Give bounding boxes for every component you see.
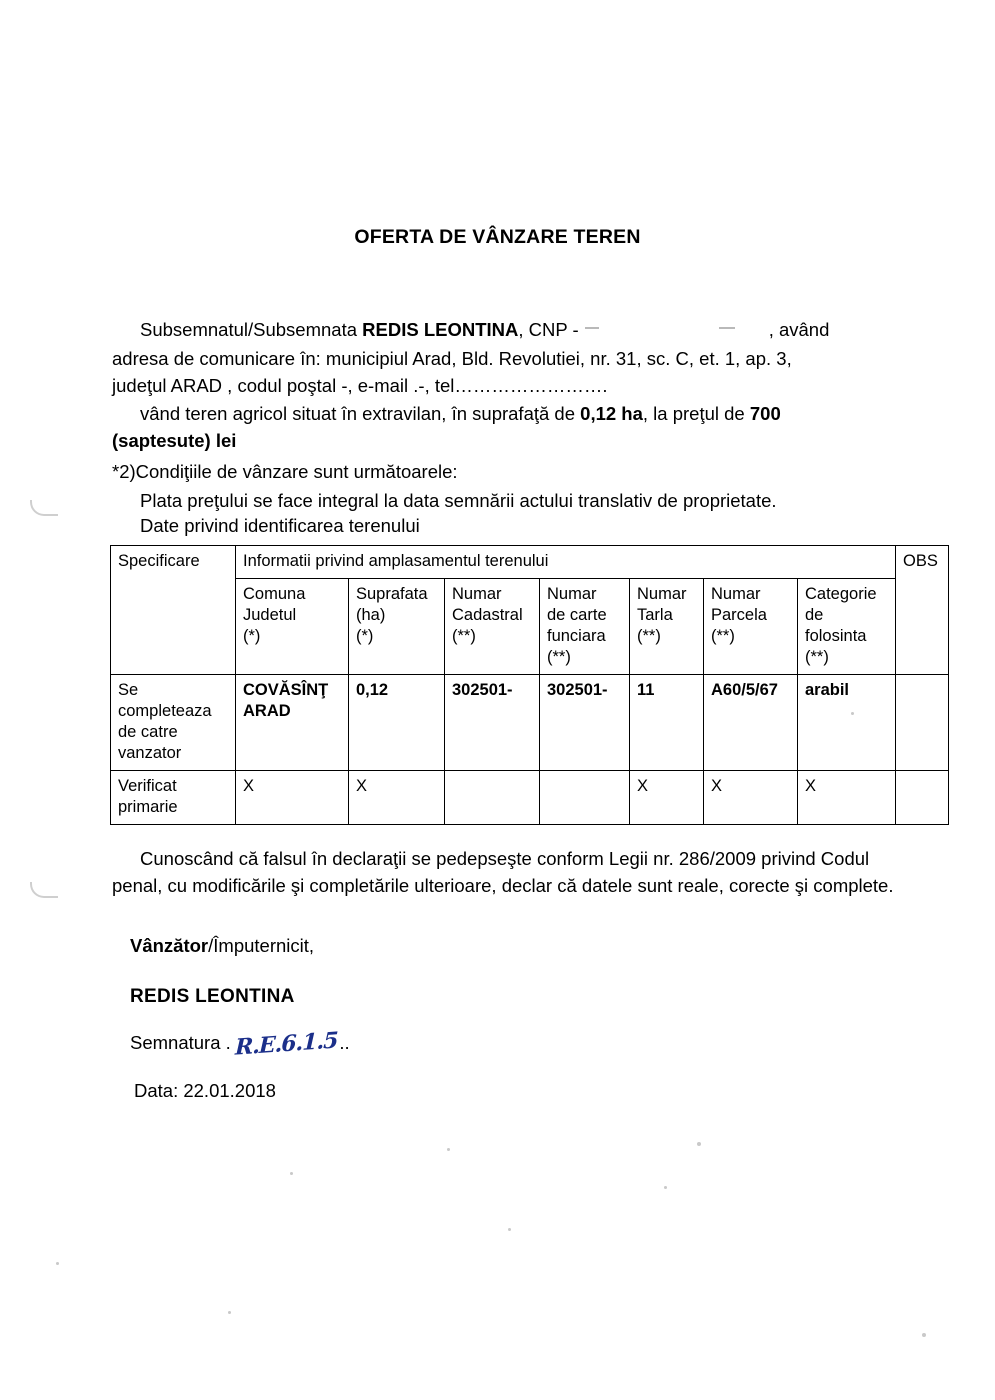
scan-speck <box>228 1311 231 1314</box>
conditii-heading: *2)Condiţiile de vânzare sunt următoarele: <box>112 461 458 482</box>
paragraph-subsemnatul <box>112 316 902 343</box>
signature-role-bold: Vânzător <box>130 935 209 956</box>
cell-primarie-suprafata: X <box>349 771 445 825</box>
signature-label: Semnatura . <box>130 1032 231 1053</box>
pret-in-cuvinte: (saptesute) lei <box>112 430 237 451</box>
scan-speck <box>56 1262 59 1265</box>
signature-role <box>130 935 314 957</box>
table-row-vanzator <box>111 675 949 771</box>
cell-primarie-parcela: X <box>704 771 798 825</box>
cell-primarie-carte-funciara <box>540 771 630 825</box>
pret-value: 700 <box>749 403 781 424</box>
closing-statement <box>112 845 902 899</box>
cell-primarie-tarla: X <box>630 771 704 825</box>
scan-speck <box>922 1333 926 1337</box>
seller-name-inline: REDIS LEONTINA <box>362 319 519 340</box>
signature-date: Data: 22.01.2018 <box>134 1080 276 1101</box>
conditii-plata-text: Plata preţului se face integral la data semnării actului translativ de proprietate. <box>140 490 777 511</box>
scan-speck <box>508 1228 511 1231</box>
date-identificare-text: Date privind identificarea terenului <box>140 515 420 536</box>
date-identificare-heading <box>112 512 902 539</box>
cell-obs-vanzator <box>896 675 949 771</box>
paragraph-vand-teren <box>112 400 902 454</box>
subsemnatul-lead: Subsemnatul/Subsemnata <box>140 319 357 340</box>
header-specificare: Specificare <box>111 546 236 675</box>
signature-dots: .. <box>339 1032 350 1053</box>
signature-name: REDIS LEONTINA <box>130 986 295 1007</box>
adresa-line-1-comma: , <box>786 348 792 369</box>
cell-primarie-cadastral <box>445 771 540 825</box>
row-label-vanzator: Se completeaza de catre vanzator <box>111 675 236 771</box>
header-numar-parcela: Numar Parcela (**) <box>704 579 798 675</box>
table-header-row-2 <box>111 579 949 675</box>
paragraph-adresa <box>112 345 902 399</box>
cell-numar-parcela: A60/5/67 <box>704 675 798 771</box>
cell-numar-tarla: 11 <box>630 675 704 771</box>
header-categorie-folosinta: Categorie de folosinta (**) <box>798 579 896 675</box>
punch-hole-mark-top <box>30 500 58 516</box>
cell-comuna-judetul: COVĂSÎNŢ ARAD <box>236 675 349 771</box>
header-suprafata: Suprafata (ha) (*) <box>349 579 445 675</box>
table-header-row-1 <box>111 546 949 579</box>
header-numar-tarla: Numar Tarla (**) <box>630 579 704 675</box>
header-informatii: Informatii privind amplasamentul terenului <box>236 546 896 579</box>
closing-statement-text: Cunoscând că falsul în declaraţii se pedepseşte conform Legii nr. 286/2009 privind Codul penal, cu modificările şi completările ulterioare, declar că datele sunt reale, corecte şi complete. <box>112 848 894 896</box>
table-row-primarie <box>111 771 949 825</box>
scan-speck <box>664 1186 667 1189</box>
page-title: OFERTA DE VÂNZARE TEREN <box>354 226 641 248</box>
header-carte-funciara: Numar de carte funciara (**) <box>540 579 630 675</box>
scan-speck <box>290 1172 293 1175</box>
adresa-line-1 <box>112 345 902 372</box>
signature-line <box>130 1027 350 1061</box>
adresa-line-2: judeţul ARAD , codul poştal -, e-mail .-, tel……………………. <box>112 375 608 396</box>
subsemnatul-tail: , având <box>768 319 830 340</box>
scan-speck <box>697 1142 701 1146</box>
suprafata-value: 0,12 ha <box>580 403 643 424</box>
land-identification-table <box>110 545 949 825</box>
cnp-label: , CNP - <box>518 319 579 340</box>
cell-primarie-categorie: X <box>798 771 896 825</box>
punch-hole-mark-bottom <box>30 882 58 898</box>
cell-categorie-folosinta: arabil <box>798 675 896 771</box>
row-label-primarie: Verificat primarie <box>111 771 236 825</box>
header-numar-cadastral: Numar Cadastral (**) <box>445 579 540 675</box>
cell-suprafata: 0,12 <box>349 675 445 771</box>
adresa-line-1-text: adresa de comunicare în: municipiul Arad, Bld. Revolutiei, nr. 31, sc. C, et. 1, ap. 3 <box>112 348 787 369</box>
cell-numar-cadastral: 302501- <box>445 675 540 771</box>
cell-carte-funciara: 302501- <box>540 675 630 771</box>
cell-primarie-comuna: X <box>236 771 349 825</box>
handwritten-signature: R.E.6.1.5 <box>234 1027 338 1061</box>
conditii-plata <box>112 487 902 514</box>
scan-speck <box>447 1148 450 1151</box>
header-obs: OBS <box>896 546 949 675</box>
vand-pre: vând teren agricol situat în extravilan, în suprafaţă de <box>140 403 576 424</box>
cell-obs-primarie <box>896 771 949 825</box>
vand-mid: , la preţul de <box>642 403 745 424</box>
scan-speck <box>851 712 854 715</box>
header-comuna-judetul: Comuna Judetul (*) <box>236 579 349 675</box>
signature-role-rest: /Împuternicit, <box>208 935 315 956</box>
